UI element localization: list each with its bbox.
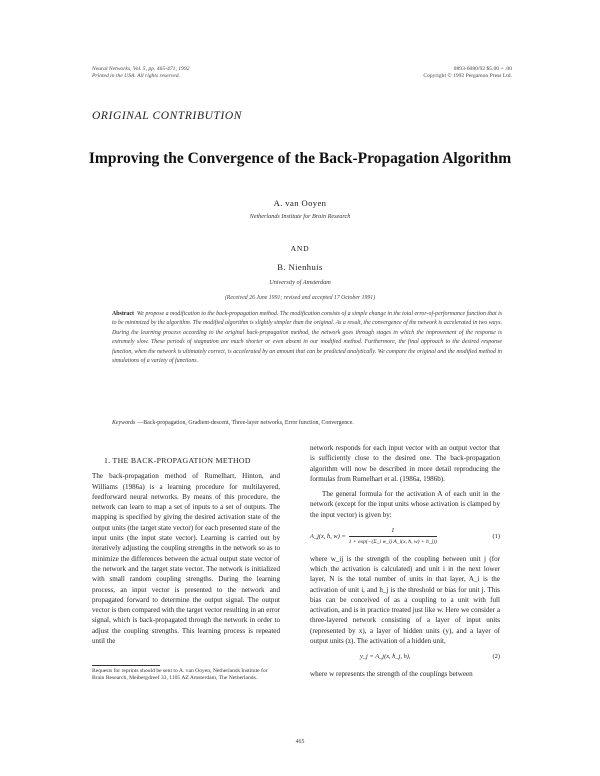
journal-citation-line: Neural Networks, Vol. 5, pp. 465-471, 1992 (92, 66, 190, 72)
abstract-label: Abstract (112, 311, 134, 317)
keywords (112, 419, 507, 427)
article-type: ORIGINAL CONTRIBUTION (92, 110, 243, 122)
body-paragraph: The general formula for the activation A of each unit in the network (except for the input units whose activation is clamped by the input vector) is given by: (310, 490, 500, 519)
equation-fraction (349, 526, 437, 548)
journal-citation-line: Printed in the USA. All rights reserved. (92, 73, 180, 79)
footnote: Requests for reprints should be sent to A. van Ooyen, Netherlands Institute for Brain Research, Meibergdreef 33, 1105 AZ Amsterdam, The Netherlands. (92, 668, 268, 682)
right-column (310, 443, 500, 679)
copyright-line: 0893-6080/92 $5.00 + .00 (453, 66, 512, 72)
copyright-line: Copyright © 1992 Pergamon Press Ltd. (423, 73, 512, 79)
footnote-rule (92, 665, 160, 666)
author-affiliation: Netherlands Institute for Brain Research (249, 213, 351, 220)
equation-number: (2) (492, 653, 500, 661)
equation-denominator: 1 + exp(−(Σ_i w_ij A_i(x, ħ, w) + h_j)) (348, 539, 437, 546)
received-dates: (Received 26 June 1991; revised and accepted 17 October 1991) (224, 295, 376, 301)
keywords-label: Keywords (112, 420, 136, 426)
body-paragraph: The back-propagation method of Rumelhart, Hinton, and Williams (1986a) is a learning procedure for multilayered, feedforward neural networks. By means of this procedure, the network can learn to map a set of inputs to a set of outputs. The mapping is specified by giving the desired activation state of the output units (the target state vector) for each presented state of the input units (the input state vector). Learning is carried out by iteratively adjusting the coupling strengths in the network so as to minimize the differences between the actual output state vector of the network and the target state vector. The network is initialized with small random coupling strengths. During the learning process, an input vector is presented to the network and propagated forward to determine the output signal. The output vector is then compared with the target vector resulting in an error signal, which is back-propagated through the network in order to adjust the coupling strengths. This learning process is repeated until the (92, 472, 280, 646)
abstract-text: We propose a modification to the back-propagation method. The modification consists of a simple change in the total error-of-performance function that is to be minimized by the algorithm. The modified algorithm is slightly simpler than the original. As a result, the convergence of the network is accelerated in two ways. During the learning process according to the original back-propagation method, the network goes through stages in which the improvement of the response is extremely slow. These periods of stagnation are much shorter or even absent in our modified method. Furthermore, the final approach to the desired response function, when the network is ultimately correct, is accelerated by an amount that can be predicted analytically. We compare the original and the modified method in simulations of a variety of functions. (112, 311, 502, 365)
body-paragraph: where w_ij is the strength of the coupling between unit j (for which the activation is calculated) and unit i in the next lower layer, N is the total number of units in that layer, A_i is the activation of unit i, and h_j is the threshold or bias for unit j. This bias can be conceived of as a coupling to a unit with full activation, and is in practice treated just like w. Here we consider a three-layered network consisting of a layer of input units (represented by x), a layer of hidden units (y), and a layer of output units (z). The activation of a hidden unit, (310, 554, 500, 646)
author-affiliation: University of Amsterdam (269, 279, 331, 286)
page-number: 465 (295, 739, 305, 745)
keywords-text: —Back-propagation, Gradient-descent, Three-layer networks, Error function, Convergence. (137, 420, 354, 426)
author-name: A. van Ooyen (273, 198, 327, 208)
equation-numerator: 1 (391, 527, 395, 535)
copyright-notice (423, 66, 512, 80)
journal-citation (92, 66, 189, 80)
equation-1 (310, 526, 500, 548)
equation-lhs: A_j(x, ħ, w) = (310, 532, 346, 540)
left-column (92, 456, 280, 646)
equation-text: y_j = A_j(x, ħ_j, h), (360, 653, 411, 661)
author-name: B. Nienhuis (277, 262, 323, 272)
body-paragraph: network responds for each input vector with an output vector that is sufficiently close to the desired one. The back-propagation algorithm will now be described in more detail reproducing the formulas from Rumelhart et al. (1986a, 1986b). (310, 444, 500, 483)
paper-title: Improving the Convergence of the Back-Propagation Algorithm (88, 150, 512, 167)
section-heading: 1. THE BACK-PROPAGATION METHOD (104, 456, 251, 465)
author-conjunction: AND (290, 244, 310, 253)
abstract (112, 310, 502, 366)
equation-number: (1) (492, 532, 500, 540)
equation-2 (310, 652, 500, 662)
body-paragraph: where w represents the strength of the couplings between (310, 669, 473, 678)
